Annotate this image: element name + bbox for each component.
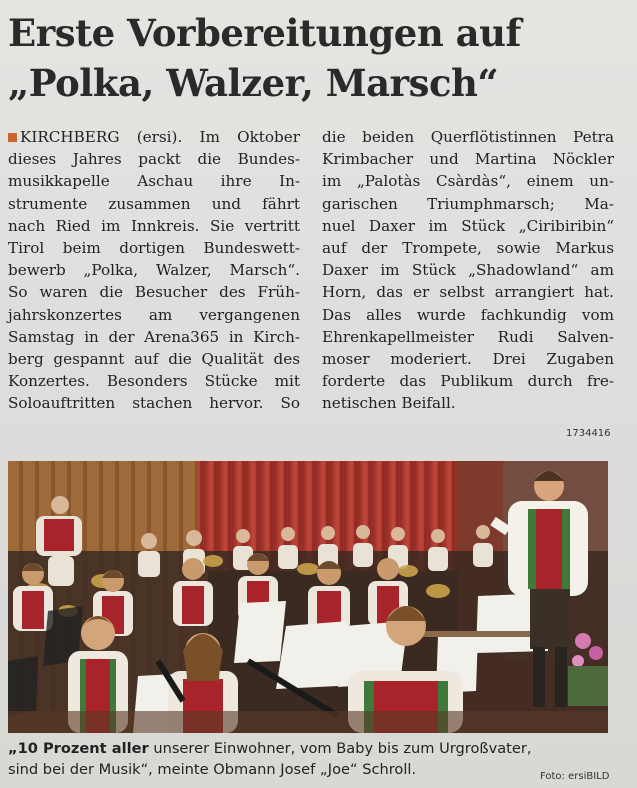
photo-caption xyxy=(8,738,568,780)
column-line: Das alles wurde fachkundig vom xyxy=(322,305,614,324)
column-line: im „Palotàs Csàrdàs“, einem un- xyxy=(322,172,614,191)
column-line: dieses Jahres packt die Bundes- xyxy=(8,150,300,169)
article-column-right xyxy=(322,126,614,415)
article-column-left xyxy=(8,126,300,415)
column-line: bewerb „Polka, Walzer, Marsch“. xyxy=(8,261,300,280)
column-line: Krimbacher und Martina Nöckler xyxy=(322,150,614,169)
column-line: berg gespannt auf die Qualität des xyxy=(8,350,300,369)
column-line: die beiden Querflötistinnen Petra xyxy=(322,128,614,146)
column-line: garischen Triumphmarsch; Ma- xyxy=(322,194,614,213)
headline-line-2: „Polka, Walzer, Marsch“ xyxy=(8,61,499,105)
article-code: 1734416 xyxy=(566,428,611,439)
column-line: forderte das Publikum durch fre- xyxy=(322,372,614,391)
column-line: auf der Trompete, sowie Markus xyxy=(322,239,614,258)
column-line: strumente zusammen und fährt xyxy=(8,194,300,213)
caption-emphasis: „10 Prozent aller xyxy=(8,740,149,757)
column-line: moser moderiert. Drei Zugaben xyxy=(322,350,614,369)
column-line: Soloauftritten stachen hervor. So xyxy=(8,394,300,413)
column-line: jahrskonzertes am vergangenen xyxy=(8,305,300,324)
column-line: Tirol beim dortigen Bundeswett- xyxy=(8,239,300,258)
caption-line-2: sind bei der Musik“, meinte Obmann Josef „Joe“ Schroll. xyxy=(8,761,417,778)
column-line: Konzertes. Besonders Stücke mit xyxy=(8,372,300,391)
caption-line-1-rest: unserer Einwohner, vom Baby bis zum Urgroßvater, xyxy=(148,740,532,757)
concert-photo xyxy=(8,461,608,733)
column-line: musikkapelle Aschau ihre In- xyxy=(8,172,300,191)
photo-credit: Foto: ersiBILD xyxy=(540,771,610,782)
column-line: netischen Beifall. xyxy=(322,394,456,413)
column-line: Daxer im Stück „Shadowland“ am xyxy=(322,261,614,280)
column-line-text: KIRCHBERG (ersi). Im Oktober xyxy=(20,128,300,146)
concert-photo-illustration xyxy=(8,461,608,733)
article-headline xyxy=(8,8,628,108)
column-line: Ehrenkapellmeister Rudi Salven- xyxy=(322,327,614,346)
column-line: nuel Daxer im Stück „Ciribiribin“ xyxy=(322,216,614,235)
column-line: So waren die Besucher des Früh- xyxy=(8,283,300,302)
column-line: Horn, das er selbst arrangiert hat. xyxy=(322,283,614,302)
column-line: Samstag in der Arena365 in Kirch- xyxy=(8,327,300,346)
caption-line-1 xyxy=(8,738,568,759)
column-line xyxy=(8,126,300,148)
column-line: nach Ried im Innkreis. Sie vertritt xyxy=(8,216,300,235)
article-bullet-icon xyxy=(8,133,17,142)
headline-line-1: Erste Vorbereitungen auf xyxy=(8,11,521,55)
